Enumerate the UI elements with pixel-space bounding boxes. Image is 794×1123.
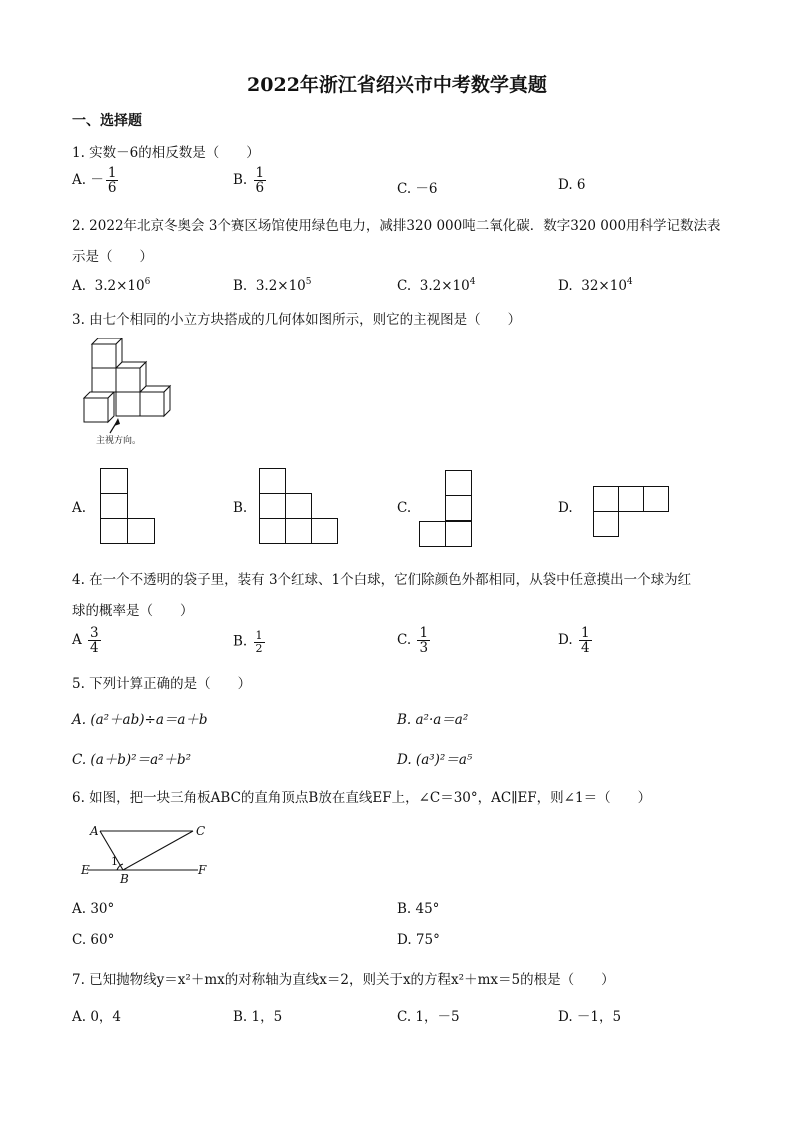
q3-view-direction-caption: 主视方向。 xyxy=(96,436,142,446)
q3-option-c-label: C. xyxy=(397,500,412,516)
q1-a-label: A. xyxy=(72,172,87,189)
q2-option-d: D. $32\times 10^4$ xyxy=(558,277,633,294)
q7-option-a: A. 0，4 xyxy=(72,1009,122,1025)
q4-stem-line2: 球的概率是（ ） xyxy=(72,603,194,619)
q6-point-c: C xyxy=(196,824,206,838)
q6-point-a: A xyxy=(90,824,99,838)
q6-stem: 6. 如图，把一块三角板ABC的直角顶点B放在直线EF上，∠C＝30°，AC∥EF，则∠1＝（ ） xyxy=(72,790,652,806)
q7-option-d: D. －1，5 xyxy=(558,1009,622,1025)
section-heading: 一、选择题 xyxy=(72,113,142,129)
q1-option-a xyxy=(72,166,120,195)
q5-option-a: A. (a²＋ab)÷a＝a＋b xyxy=(72,712,208,728)
q3-option-a-label: A. xyxy=(72,500,87,516)
q3-stem: 3. 由七个相同的小立方块搭成的几何体如图所示，则它的主视图是（ ） xyxy=(72,312,522,328)
q1-option-c: C. －6 xyxy=(397,181,438,197)
q1-option-b xyxy=(233,166,268,195)
q4-option-b: B. $\frac{1}{2}$ xyxy=(233,629,263,655)
q7-stem: 7. 已知抛物线y＝x²＋mx的对称轴为直线x＝2，则关于x的方程x²＋mx＝5的根是（ ） xyxy=(72,972,615,988)
q6-point-b: B xyxy=(120,872,129,886)
q5-option-c: C. (a＋b)²＝a²＋b² xyxy=(72,752,192,768)
q2-stem-line1: 2. 2022年北京冬奥会 3个赛区场馆使用绿色电力，减排320 000吨二氧化碳．数字320 000用科学记数法表 xyxy=(72,218,721,234)
q4-stem-line1: 4. 在一个不透明的袋子里，装有 3个红球、1个白球，它们除颜色外都相同，从袋中任意摸出一个球为红 xyxy=(72,572,692,588)
q6-option-d: D. 75° xyxy=(397,932,440,948)
q5-option-b: B. a²·a＝a² xyxy=(397,712,469,728)
q6-point-e: E xyxy=(81,863,90,877)
q3-option-d-figure xyxy=(593,486,671,538)
q1-b-fraction: $\frac{1}{6}$ xyxy=(255,165,265,197)
q6-option-c: C. 60° xyxy=(72,932,115,948)
q5-option-d: D. (a³)²＝a⁵ xyxy=(397,752,473,768)
page-title: 2022年浙江省绍兴市中考数学真题 xyxy=(247,74,547,96)
q3-cube-figure xyxy=(78,338,183,448)
q3-option-b-label: B. xyxy=(233,500,248,516)
q1-a-sign: － xyxy=(90,172,104,189)
q5-stem: 5. 下列计算正确的是（ ） xyxy=(72,676,252,692)
q3-option-b-figure xyxy=(259,468,339,544)
q7-option-c: C. 1，－5 xyxy=(397,1009,460,1025)
q6-point-f: F xyxy=(198,863,207,877)
q4-option-d: D. $\frac{1}{4}$ xyxy=(558,625,590,657)
q1-option-d: D. 6 xyxy=(558,177,586,193)
q4-option-c: C. $\frac{1}{3}$ xyxy=(397,625,429,657)
q1-b-label: B. xyxy=(233,172,248,189)
q4-option-a: A $\frac{3}{4}$ xyxy=(72,625,99,657)
q6-option-a: A. 30° xyxy=(72,901,115,917)
q6-option-b: B. 45° xyxy=(397,901,440,917)
q3-option-d-label: D. xyxy=(558,500,573,516)
q2-stem-line2: 示是（ ） xyxy=(72,249,153,265)
q2-option-a: A. $3.2\times 10^6$ xyxy=(72,277,151,294)
q3-option-c-figure xyxy=(419,470,473,548)
q2-option-c: C. $3.2\times 10^4$ xyxy=(397,277,476,294)
q7-option-b: B. 1，5 xyxy=(233,1009,283,1025)
q3-option-a-figure xyxy=(100,468,156,544)
q1-stem: 1. 实数－6的相反数是（ ） xyxy=(72,145,260,161)
q2-option-b: B. $3.2\times 10^5$ xyxy=(233,277,312,294)
q6-angle-1: 1 xyxy=(111,855,118,868)
q1-a-fraction: $\frac{1}{6}$ xyxy=(107,165,117,197)
